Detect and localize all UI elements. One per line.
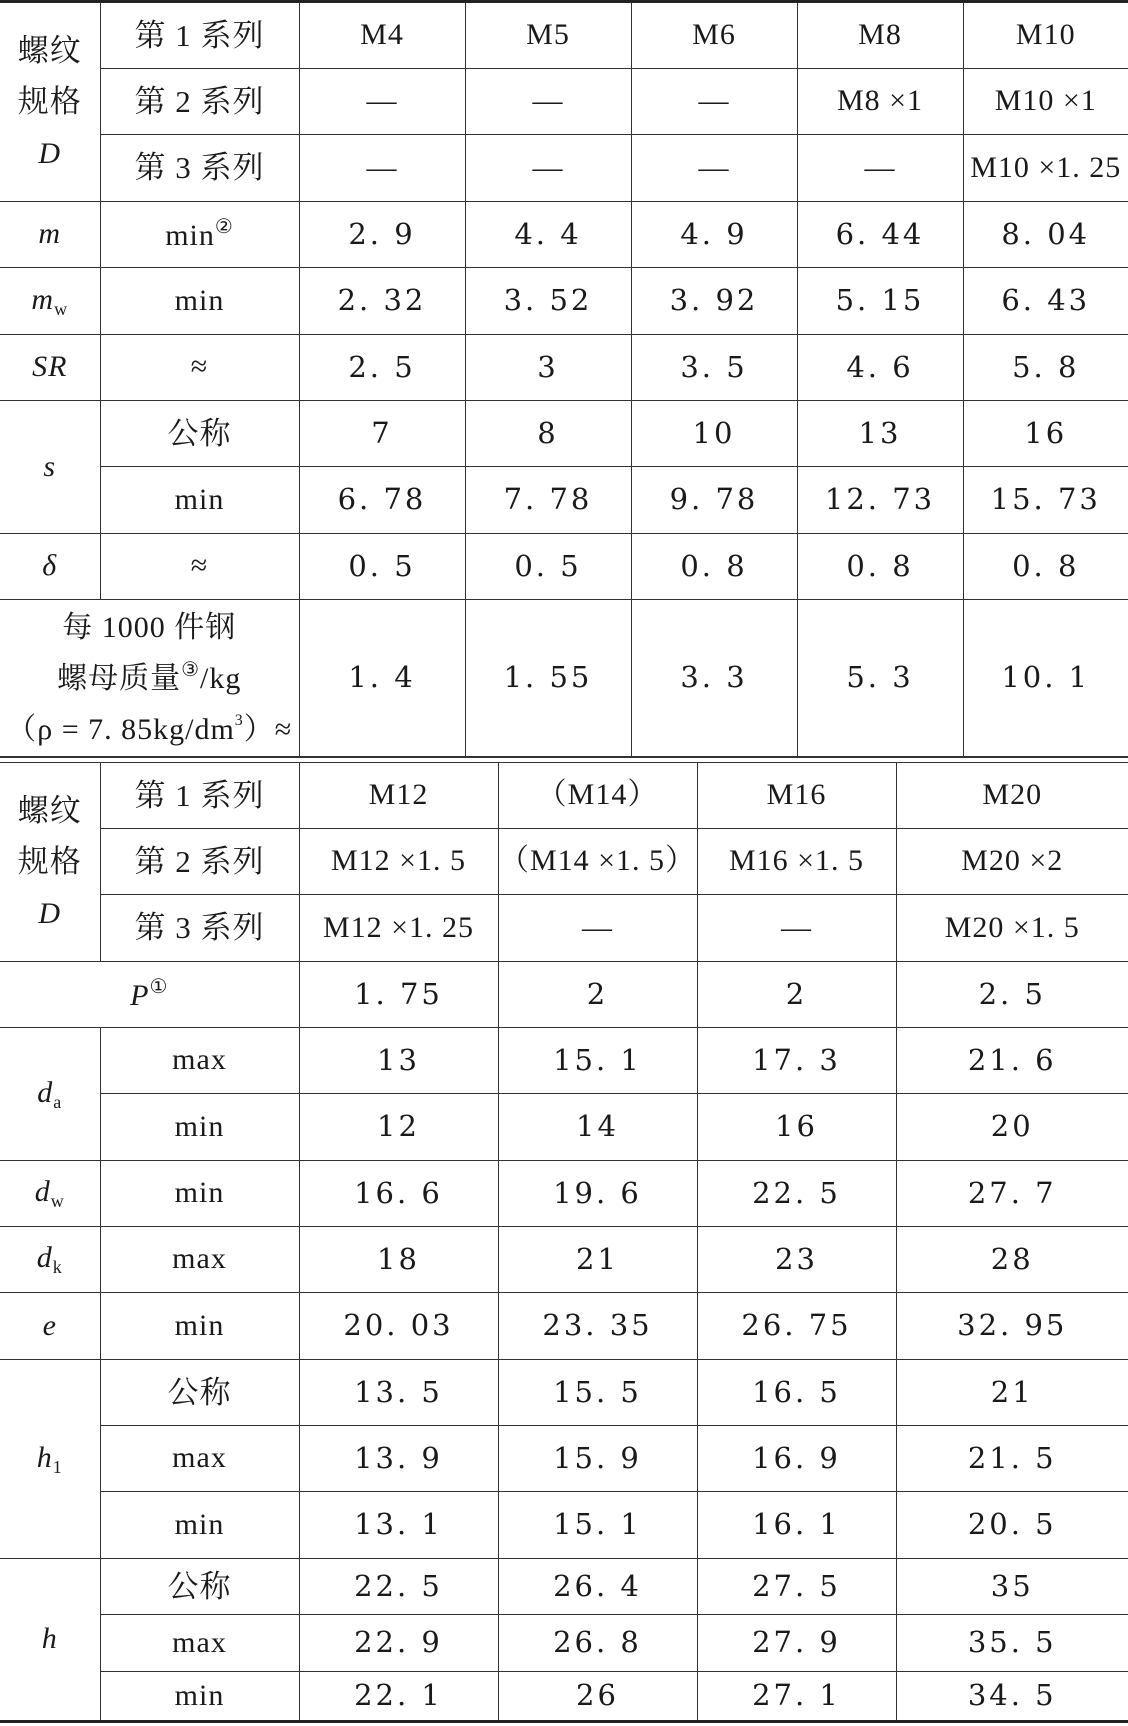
table-cell: 35. 5 [896,1615,1128,1672]
qualifier-cell: max [100,1227,299,1293]
table-cell: 35 [896,1559,1128,1615]
table-cell: 19. 6 [498,1161,697,1227]
h1-min-row [0,1492,1128,1559]
table-cell: — [797,135,963,202]
symbol-subscript: k [52,1257,63,1278]
e-row [0,1293,1128,1360]
table-cell: M8 ×1 [797,69,963,135]
table-cell: 0. 8 [797,534,963,600]
table-cell: 23 [697,1227,896,1293]
table-cell: — [697,895,896,962]
symbol-subscript: a [53,1091,63,1112]
qualifier-cell: min [100,1492,299,1559]
table-cell: 15. 9 [498,1426,697,1492]
table-cell: — [498,895,697,962]
series-label: 第 2 系列 [100,69,299,135]
table-cell: — [631,135,797,202]
nut-dimensions-table-lower [0,762,1128,1723]
mass-row [0,600,1128,757]
table-cell: M5 [465,2,631,69]
table-cell: M20 [896,763,1128,829]
table-cell: 13 [797,401,963,467]
table-cell: — [465,135,631,202]
table-cell: 2. 32 [299,268,465,335]
series-3-row [0,895,1128,962]
qualifier-cell: 公称 [100,401,299,467]
symbol-h1 [0,1360,100,1559]
s-nominal-row [0,401,1128,467]
table-cell: — [299,69,465,135]
series-label: 第 3 系列 [100,895,299,962]
table-cell: 20 [896,1094,1128,1161]
table-cell: 3. 52 [465,268,631,335]
symbol-text: d [34,1175,51,1209]
thread-spec-symbol: D [38,137,62,171]
table-cell: 20. 5 [896,1492,1128,1559]
symbol-text: h [36,1440,53,1474]
qualifier-cell: min [100,1094,299,1161]
table-cell: 2. 5 [896,962,1128,1028]
table-cell: 1. 55 [465,600,631,757]
series-label: 第 1 系列 [100,763,299,829]
table-cell: 26 [498,1672,697,1722]
table-cell: 5. 8 [963,335,1128,401]
table-cell: 26. 4 [498,1559,697,1615]
qualifier-cell: min [100,1161,299,1227]
table-cell: — [299,135,465,202]
symbol-subscript: w [54,298,69,319]
symbol-dw [0,1161,100,1227]
table-cell: M8 [797,2,963,69]
table-cell: 21. 6 [896,1028,1128,1094]
dw-row [0,1161,1128,1227]
table-cell: 12 [299,1094,498,1161]
qualifier-cell: min [100,467,299,534]
qualifier-cell: ≈ [100,534,299,600]
delta-row [0,534,1128,600]
symbol-text: d [37,1075,54,1109]
table-cell: 5. 3 [797,600,963,757]
table-cell: 0. 5 [465,534,631,600]
table-cell: 15. 5 [498,1360,697,1426]
symbol-da [0,1028,100,1161]
symbol-delta: δ [0,534,100,600]
table-cell: 6. 44 [797,202,963,268]
table-cell: 26. 75 [697,1293,896,1360]
symbol-dk [0,1227,100,1293]
table-cell: 3 [465,335,631,401]
table-cell: 32. 95 [896,1293,1128,1360]
table-cell: 13. 1 [299,1492,498,1559]
table-cell: M12 ×1. 5 [299,829,498,895]
table-cell: 21 [896,1360,1128,1426]
mass-unit: /kg [200,661,242,695]
table-cell: M16 [697,763,896,829]
table-cell: 27. 5 [697,1559,896,1615]
da-max-row [0,1028,1128,1094]
mass-label-line2: 螺母质量 [57,661,182,695]
table-cell: 12. 73 [797,467,963,534]
thread-spec-symbol: D [38,897,62,931]
symbol-h: h [0,1559,100,1722]
table-cell: M20 ×1. 5 [896,895,1128,962]
table-cell: 26. 8 [498,1615,697,1672]
table-cell: 16 [963,401,1128,467]
table-cell: 21 [498,1227,697,1293]
table-cell: 27. 1 [697,1672,896,1722]
series-2-row [0,829,1128,895]
table-cell: 2 [697,962,896,1028]
thread-spec-header [0,2,100,202]
qualifier-cell: 公称 [100,1559,299,1615]
table-cell: 18 [299,1227,498,1293]
table-cell: 16. 5 [697,1360,896,1426]
table-cell: 16 [697,1094,896,1161]
table-cell: 2 [498,962,697,1028]
thread-spec-line1: 螺纹 [17,793,82,829]
symbol-e: e [0,1293,100,1360]
table-cell: M16 ×1. 5 [697,829,896,895]
table-cell: 21. 5 [896,1426,1128,1492]
h1-nominal-row [0,1360,1128,1426]
h-min-row [0,1672,1128,1722]
qualifier-cell: max [100,1426,299,1492]
qualifier-cell: min [100,1293,299,1360]
table-cell: 1. 75 [299,962,498,1028]
table-cell: M20 ×2 [896,829,1128,895]
symbol-m: m [0,202,100,268]
symbol-s: s [0,401,100,534]
table-cell: 16. 9 [697,1426,896,1492]
table-cell: 6. 43 [963,268,1128,335]
thread-spec-line2: 规格 [17,84,82,120]
table-cell: 0. 8 [963,534,1128,600]
qualifier-text: min [165,218,215,252]
table-cell: 0. 5 [299,534,465,600]
qualifier-cell: min [100,1672,299,1722]
m-row [0,202,1128,268]
table-cell: 22. 1 [299,1672,498,1722]
footnote-marker: ② [214,215,234,238]
sr-row [0,335,1128,401]
table-cell: 13 [299,1028,498,1094]
table-cell: 17. 3 [697,1028,896,1094]
table-cell: M6 [631,2,797,69]
table-cell: 14 [498,1094,697,1161]
qualifier-cell: max [100,1615,299,1672]
footnote-marker: ③ [181,658,201,681]
table-cell: 16. 6 [299,1161,498,1227]
symbol-subscript: 1 [52,1456,63,1477]
qualifier-cell: ≈ [100,335,299,401]
table-cell: 22. 5 [697,1161,896,1227]
symbol-p [0,962,299,1028]
table-cell: 28 [896,1227,1128,1293]
thread-spec-line1: 螺纹 [17,33,82,69]
table-cell: （M14） [498,763,697,829]
mw-row [0,268,1128,335]
table-cell: M10 ×1. 25 [963,135,1128,202]
exponent: 3 [234,711,244,729]
qualifier-cell: min [100,268,299,335]
h-max-row [0,1615,1128,1672]
table-cell: 9. 78 [631,467,797,534]
table-cell: 20. 03 [299,1293,498,1360]
table-cell: 3. 3 [631,600,797,757]
table-cell: M12 ×1. 25 [299,895,498,962]
table-cell: 0. 8 [631,534,797,600]
symbol-mw [0,268,100,335]
table-cell: 27. 7 [896,1161,1128,1227]
symbol-text: m [31,282,55,316]
table-cell: 15. 1 [498,1028,697,1094]
table-cell: 7. 78 [465,467,631,534]
table-cell: 7 [299,401,465,467]
table-cell: 13. 5 [299,1360,498,1426]
series-2-row [0,69,1128,135]
h1-max-row [0,1426,1128,1492]
qualifier-cell [100,202,299,268]
table-cell: 22. 9 [299,1615,498,1672]
table-cell: 10. 1 [963,600,1128,757]
table-cell: 8. 04 [963,202,1128,268]
table-cell: 8 [465,401,631,467]
table-cell: 3. 92 [631,268,797,335]
table-cell: 4. 6 [797,335,963,401]
series-1-row [0,2,1128,69]
series-1-row [0,763,1128,829]
symbol-sr: SR [0,335,100,401]
s-min-row [0,467,1128,534]
density-label: （ρ = 7. 85kg/dm [6,712,235,746]
table-cell: 34. 5 [896,1672,1128,1722]
table-cell: 4. 4 [465,202,631,268]
table-cell: 23. 35 [498,1293,697,1360]
pitch-row [0,962,1128,1028]
table-cell: M12 [299,763,498,829]
table-cell: 16. 1 [697,1492,896,1559]
table-cell: 22. 5 [299,1559,498,1615]
table-cell: 1. 4 [299,600,465,757]
table-cell: 10 [631,401,797,467]
mass-label-line1: 每 1000 件钢 [62,610,237,644]
table-cell: M10 ×1 [963,69,1128,135]
table-cell: 5. 15 [797,268,963,335]
qualifier-cell: max [100,1028,299,1094]
steel-nut-mass-label [0,600,299,757]
symbol-text: P [130,978,150,1012]
table-cell: 6. 78 [299,467,465,534]
table-cell: 13. 9 [299,1426,498,1492]
table-cell: 2. 9 [299,202,465,268]
dk-row [0,1227,1128,1293]
table-cell: 4. 9 [631,202,797,268]
symbol-subscript: w [50,1191,65,1212]
series-label: 第 3 系列 [100,135,299,202]
thread-spec-header [0,763,100,962]
table-cell: 15. 1 [498,1492,697,1559]
table-cell: — [465,69,631,135]
series-label: 第 2 系列 [100,829,299,895]
nut-dimensions-table-upper [0,0,1128,757]
table-cell: 27. 9 [697,1615,896,1672]
table-cell: 15. 73 [963,467,1128,534]
h-nominal-row [0,1559,1128,1615]
table-separator [0,757,1128,758]
footnote-marker: ① [149,975,169,998]
da-min-row [0,1094,1128,1161]
table-cell: 2. 5 [299,335,465,401]
table-cell: M4 [299,2,465,69]
series-3-row [0,135,1128,202]
table-cell: 3. 5 [631,335,797,401]
table-cell: M10 [963,2,1128,69]
thread-spec-line2: 规格 [17,844,82,880]
qualifier-cell: 公称 [100,1360,299,1426]
table-cell: （M14 ×1. 5） [498,829,697,895]
symbol-text: d [36,1241,53,1275]
table-cell: — [631,69,797,135]
series-label: 第 1 系列 [100,2,299,69]
density-approx: ）≈ [243,712,293,746]
